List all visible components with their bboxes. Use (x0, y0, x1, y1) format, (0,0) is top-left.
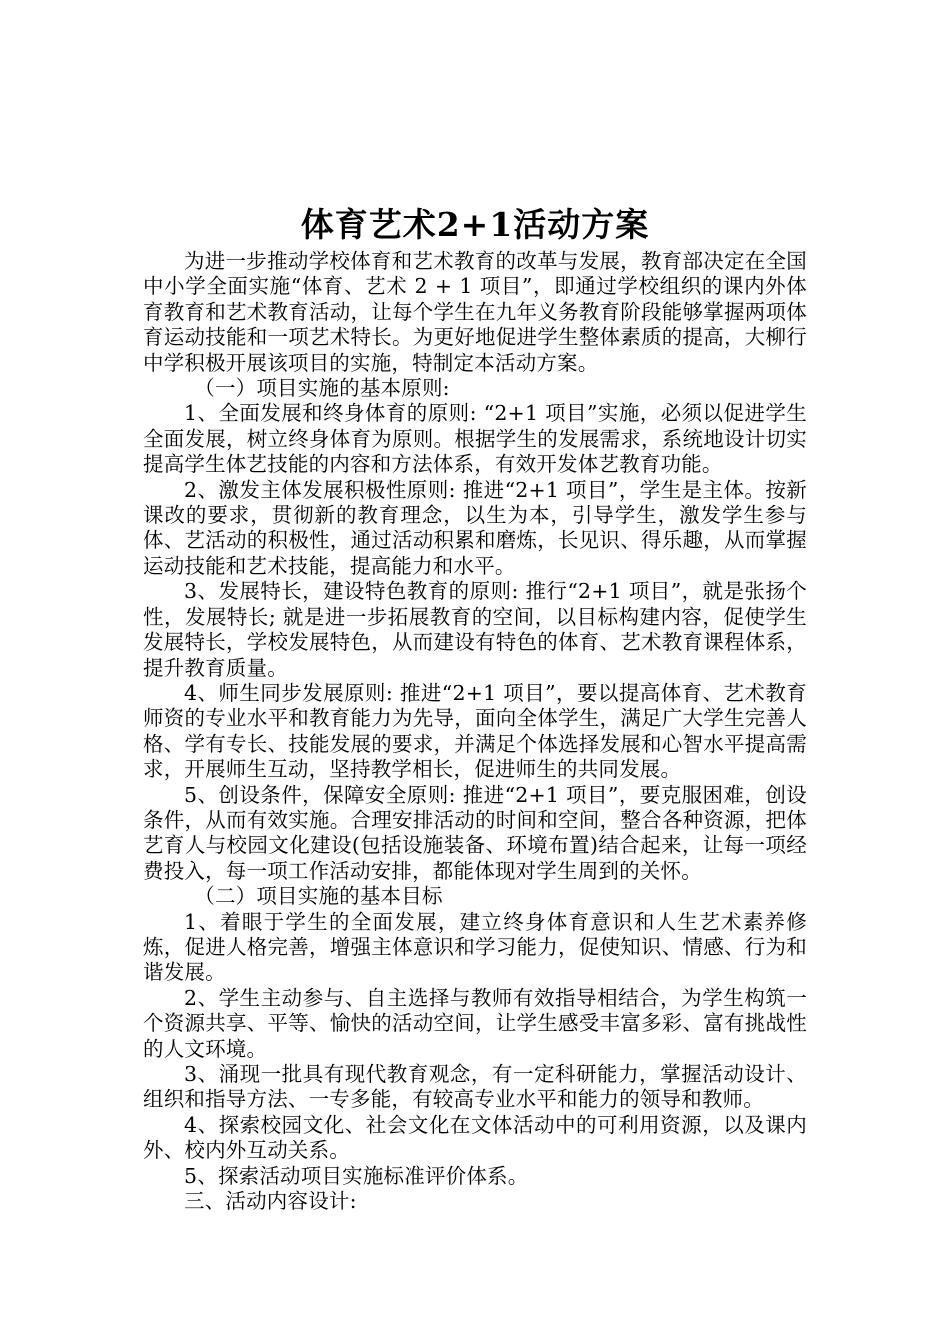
section-heading-principles: （一）项目实施的基本原则: (194, 376, 450, 401)
principle-5: 5、创设条件，保障安全原则: 推进“2+1 项目”，要克服困难，创设条件，从而有效实施。合理安排活动的时间和空间，整合各种资源，把体艺育人与校园文化建设(包括设施装备、环境布置)结合起来，让每一项经费投入，每一项工作活动安排，都能体现对学生周到的关怀。 (143, 782, 807, 883)
principle-4: 4、师生同步发展原则: 推进“2+1 项目”，要以提高体育、艺术教育师资的专业水平和教育能力为先导，面向全体学生，满足广大学生完善人格、学有专长、技能发展的要求，并满足个体选择发展和心智水平提高需求，开展师生互动，坚持教学相长，促进师生的共同发展。 (143, 680, 807, 782)
section-heading-goals: （二）项目实施的基本目标 (194, 884, 443, 909)
document-page (143, 203, 807, 1214)
goal-1: 1、着眼于学生的全面发展，建立终身体育意识和人生艺术素养修炼，促进人格完善，增强主体意识和学习能力，促使知识、情感、行为和谐发展。 (143, 909, 807, 985)
principle-1: 1、全面发展和终身体育的原则: “2+1 项目”实施，必须以促进学生全面发展，树立终身体育为原则。根据学生的发展需求，系统地设计切实提高学生体艺技能的内容和方法体系，有效开发体艺教育功能。 (143, 401, 807, 477)
goal-3: 3、涌现一批具有现代教育观念，有一定科研能力，掌握活动设计、组织和指导方法、一专多能，有较高专业水平和能力的领导和教师。 (143, 1062, 807, 1112)
principle-2: 2、激发主体发展积极性原则: 推进“2+1 项目”，学生是主体。按新课改的要求，贯彻新的教育理念，以生为本，引导学生，激发学生参与体、艺活动的积极性，通过活动积累和磨炼，长见识、得乐趣，从而掌握运动技能和艺术技能，提高能力和水平。 (143, 477, 807, 578)
goal-4: 4、探索校园文化、社会文化在文体活动中的可利用资源，以及课内外、校内外互动关系。 (143, 1112, 807, 1163)
goal-5: 5、探索活动项目实施标准评价体系。 (184, 1163, 529, 1188)
goal-2: 2、学生主动参与、自主选择与教师有效指导相结合，为学生构筑一个资源共享、平等、愉快的活动空间，让学生感受丰富多彩、富有挑战性的人文环境。 (143, 985, 807, 1061)
principle-3: 3、发展特长，建设特色教育的原则: 推行“2+1 项目”，就是张扬个性，发展特长; 就是进一步拓展教育的空间，以目标构建内容，促使学生发展特长，学校发展特色，从而建设有特色的体育、艺术教育课程体系，提升教育质量。 (143, 579, 807, 680)
section-heading-activities: 三、活动内容设计: (184, 1189, 357, 1214)
intro-paragraph: 为进一步推动学校体育和艺术教育的改革与发展，教育部决定在全国中小学全面实施“体育、艺术 2 + 1 项目”，即通过学校组织的课内外体育教育和艺术教育活动，让每个学生在九年义务教育阶段能够掌握两项体育运动技能和一项艺术特长。为更好地促进学生整体素质的提高，大柳行中学积极开展该项目的实施，特制定本活动方案。 (143, 249, 807, 375)
document-title: 体育艺术2+1活动方案 (300, 205, 650, 244)
